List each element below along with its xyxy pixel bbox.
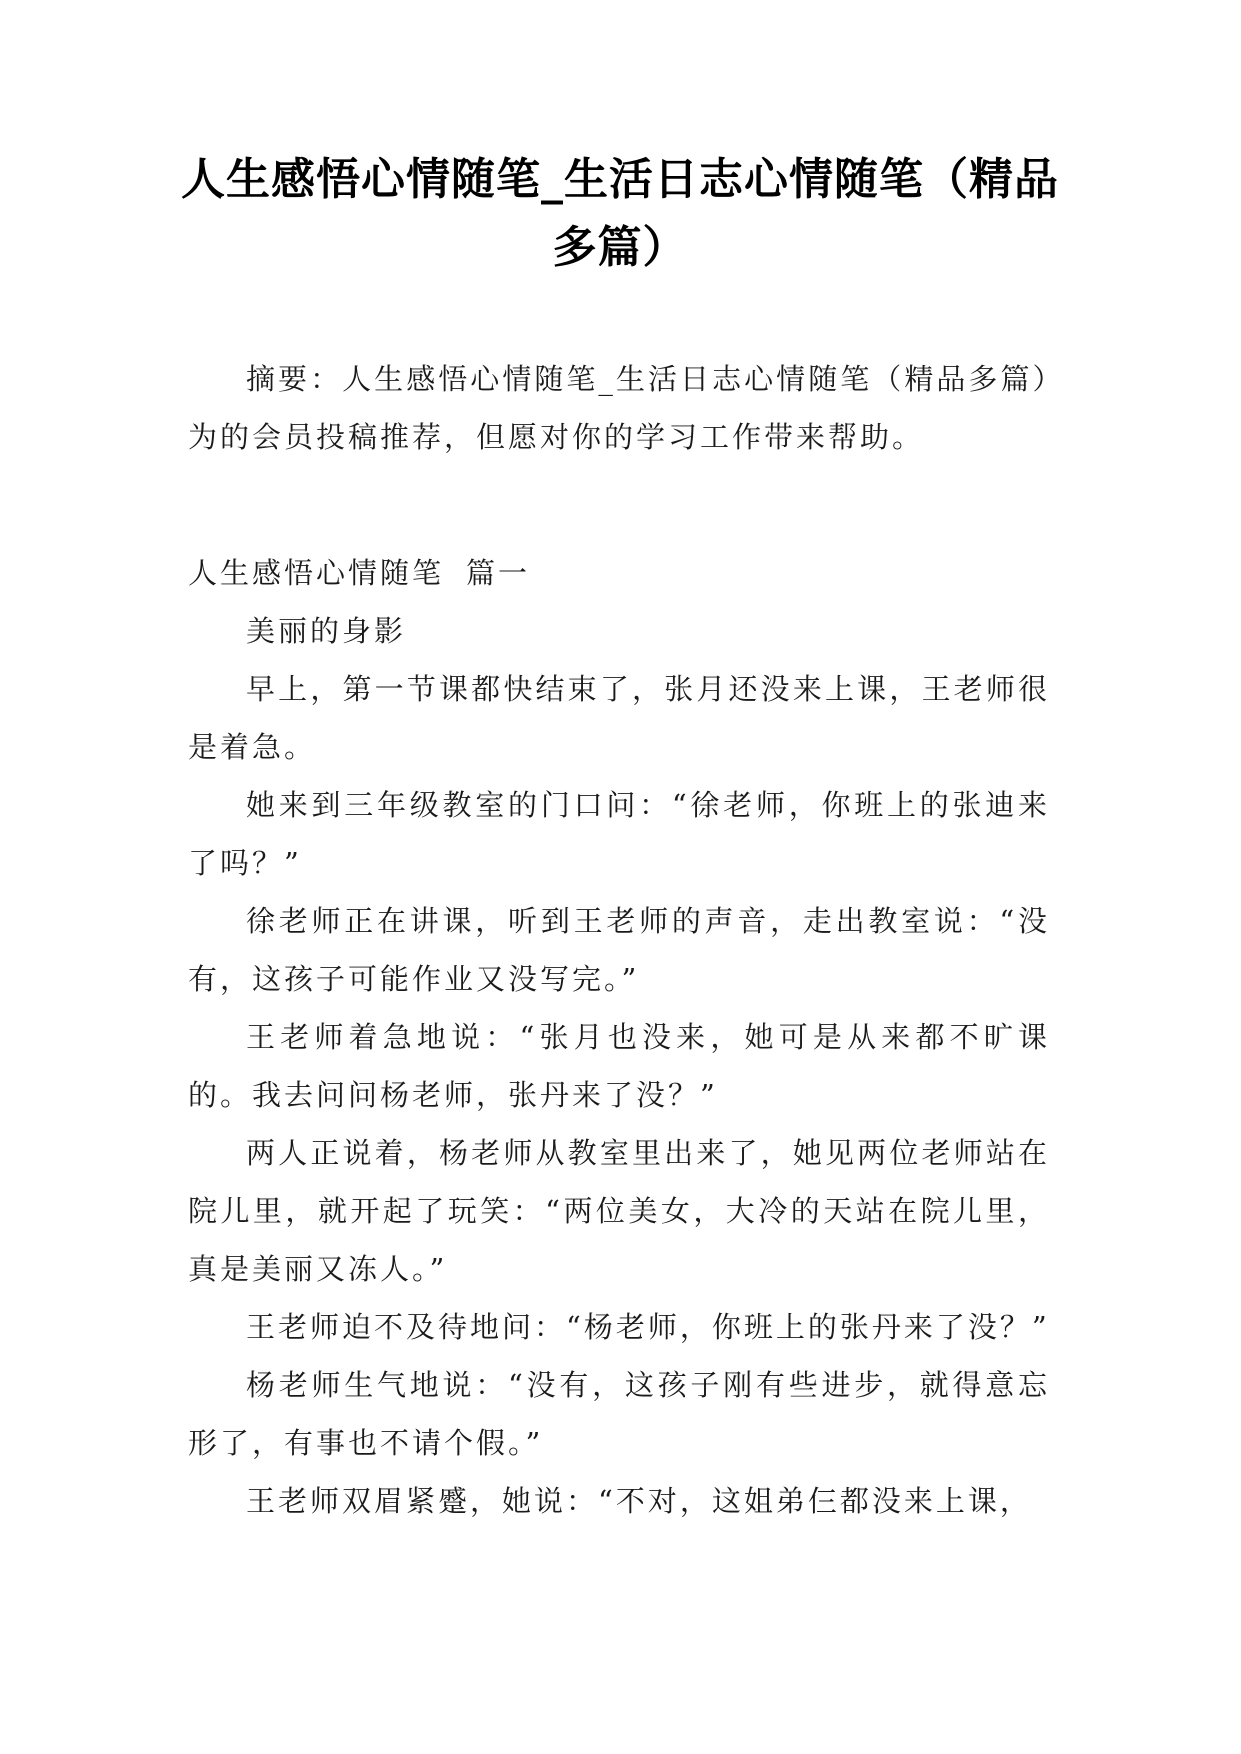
body-paragraph: 她来到三年级教室的门口问：“徐老师，你班上的张迪来了吗？”: [188, 788, 1050, 880]
section-heading: [188, 544, 1050, 602]
body-paragraph: 王老师双眉紧蹙，她说：“不对，这姐弟仨都没来上课，: [246, 1484, 1032, 1518]
body-paragraph: 杨老师生气地说：“没有，这孩子刚有些进步，就得意忘形了，有事也不请个假。”: [188, 1368, 1050, 1460]
body-paragraph: 徐老师正在讲课，听到王老师的声音，走出教室说：“没有，这孩子可能作业又没写完。”: [188, 904, 1050, 996]
section-heading-title: 人生感悟心情随笔: [188, 556, 445, 590]
body-paragraph: 两人正说着，杨老师从教室里出来了，她见两位老师站在院儿里，就开起了玩笑：“两位美女，大冷的天站在院儿里，真是美丽又冻人。”: [188, 1136, 1050, 1286]
section-heading-part: 篇一: [466, 556, 531, 590]
document-title: 人生感悟心情随笔_生活日志心情随笔（精品多篇）: [181, 154, 1059, 273]
body-paragraph: 王老师迫不及待地问：“杨老师，你班上的张丹来了没？”: [246, 1310, 1050, 1344]
abstract-paragraph: 摘要：人生感悟心情随笔_生活日志心情随笔（精品多篇）为的会员投稿推荐，但愿对你的学习工作带来帮助。: [188, 362, 1050, 454]
body-paragraph: 王老师着急地说：“张月也没来，她可是从来都不旷课的。我去问问杨老师，张丹来了没？”: [188, 1020, 1050, 1112]
document-body: [188, 350, 1050, 1530]
body-paragraph: 早上，第一节课都快结束了，张月还没来上课，王老师很是着急。: [188, 672, 1050, 764]
body-paragraph: 美丽的身影: [246, 614, 407, 648]
